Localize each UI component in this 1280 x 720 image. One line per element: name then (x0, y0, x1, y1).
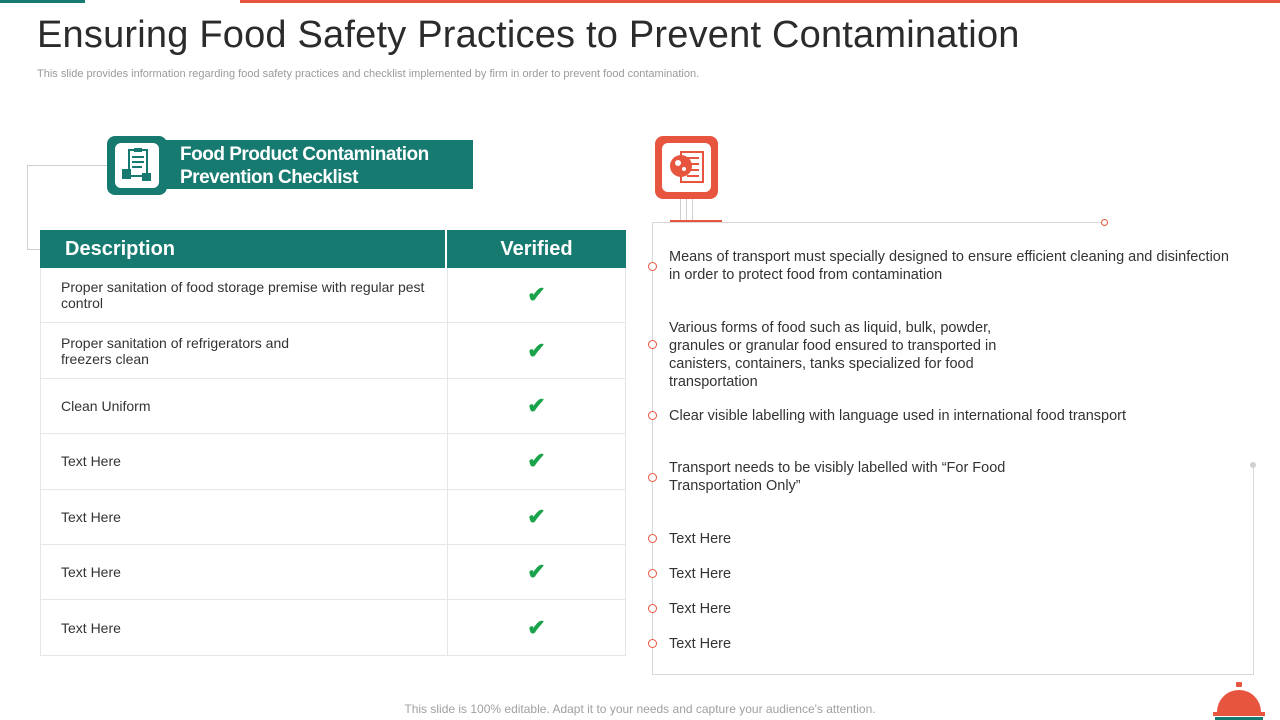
transport-item: Means of transport must specially designed to ensure efficient cleaning and disinfection in order to protect food from contamination (669, 249, 1229, 283)
row-description: Text Here (40, 434, 448, 488)
checklist-table (40, 230, 626, 656)
transport-item: Transport needs to be visibly labelled with “For Food Transportation Only” (669, 460, 1006, 494)
table-row (40, 600, 626, 655)
table-header-row (40, 230, 626, 268)
check-icon: ✔ (527, 337, 546, 363)
transport-item: Clear visible labelling with language used in international food transport (669, 408, 1127, 424)
top-accent-bar-red (240, 0, 1280, 3)
header-verified: Verified (500, 237, 573, 260)
check-icon: ✔ (527, 614, 546, 640)
table-row (40, 379, 626, 434)
timeline-dot (648, 473, 657, 482)
timeline-dot (648, 534, 657, 543)
transport-item: Various forms of food such as liquid, bulk, powder, granules or granular food ensured to transported in canisters, containers, tanks specialized for food transportation (669, 320, 997, 390)
check-icon: ✔ (527, 503, 546, 529)
frame-bottom-line (652, 674, 1254, 675)
frame-right-dot (1250, 462, 1256, 468)
transport-item: Text Here (669, 566, 732, 582)
row-verified-cell (448, 434, 626, 488)
checklist-title-line1: Food Product Contamination (180, 144, 429, 165)
icon-stem-line (686, 199, 687, 221)
row-description: Text Here (40, 600, 448, 654)
row-verified-cell (448, 490, 626, 544)
table-row (40, 434, 626, 489)
row-description: Proper sanitation of refrigerators and freezers clean (40, 323, 448, 377)
frame-right-line (1253, 466, 1254, 675)
row-description: Proper sanitation of food storage premise with regular pest control (40, 268, 448, 322)
icon-stem-line (692, 199, 693, 221)
timeline-dot (648, 262, 657, 271)
row-verified-cell (448, 545, 626, 599)
slide-title: Ensuring Food Safety Practices to Prevent Contamination (37, 14, 1020, 56)
row-verified-cell (448, 600, 626, 654)
footer-note: This slide is 100% editable. Adapt it to your needs and capture your audience's attention. (404, 702, 876, 716)
slide-subtitle: This slide provides information regarding food safety practices and checklist implemented by firm in order to prevent food contamination. (37, 68, 700, 80)
row-description: Clean Uniform (40, 379, 448, 433)
timeline-dot (648, 639, 657, 648)
frame-top-line (652, 222, 1104, 223)
row-description: Text Here (40, 545, 448, 599)
row-verified-cell (448, 268, 626, 322)
check-icon: ✔ (527, 392, 546, 418)
row-verified-cell (448, 379, 626, 433)
transport-item: Text Here (669, 531, 732, 547)
header-description: Description (40, 230, 447, 268)
timeline-dot (648, 340, 657, 349)
service-bell-icon (1210, 680, 1268, 720)
food-report-icon (667, 148, 707, 188)
check-icon: ✔ (527, 448, 546, 474)
table-row (40, 545, 626, 600)
clipboard-checklist-icon (120, 147, 154, 183)
row-description: Text Here (40, 490, 448, 544)
check-icon: ✔ (527, 282, 546, 308)
frame-top-dot (1101, 219, 1108, 226)
icon-stem-line (680, 199, 681, 221)
check-icon: ✔ (527, 559, 546, 585)
timeline-dot (648, 569, 657, 578)
top-accent-bar-teal (0, 0, 85, 3)
checklist-title (180, 143, 470, 189)
table-row (40, 490, 626, 545)
timeline-dot (648, 604, 657, 613)
checklist-title-line2: Prevention Checklist (180, 167, 358, 188)
timeline-dot (648, 411, 657, 420)
table-row (40, 268, 626, 323)
table-row (40, 323, 626, 378)
row-verified-cell (448, 323, 626, 377)
transport-item: Text Here (669, 636, 732, 652)
transport-item: Text Here (669, 601, 732, 617)
